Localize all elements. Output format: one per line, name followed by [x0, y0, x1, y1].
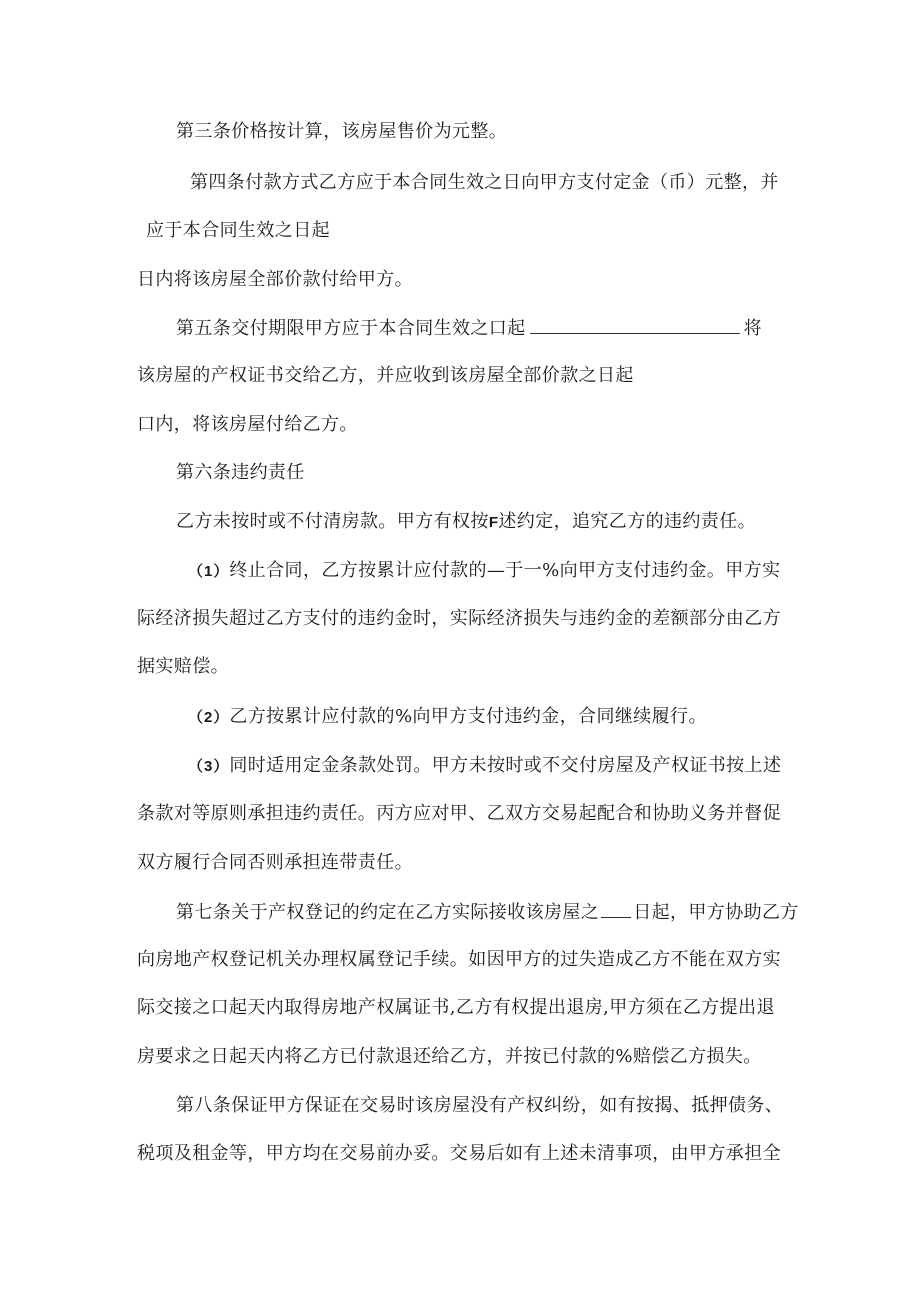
- text-run: 际交接之口起天内取得房地产权属证书,乙方有权提出退房,甲方须在乙方提出退: [137, 997, 775, 1018]
- article-7-line-2: [137, 948, 781, 972]
- article-4-line-2: [146, 219, 330, 243]
- article-8-line-1: [176, 1094, 783, 1118]
- article-4-line-1: [190, 171, 779, 195]
- text-run: 际经济损失超过乙方支付的违约金时，实际经济损失与违约金的差额部分由乙方: [137, 608, 781, 629]
- article-7-line-3: [137, 996, 775, 1020]
- text-run: 口内，将该房屋付给乙方。: [137, 414, 358, 435]
- text-run: 日起，甲方协助乙方: [633, 902, 799, 923]
- text-run: 第七条关于产权登记的约定在乙方实际接收该房屋之: [176, 902, 600, 923]
- text-run: 述约定，追究乙方的违约责任。: [498, 511, 756, 532]
- clause-1-line-3: [137, 655, 229, 679]
- article-6-heading: [176, 461, 305, 485]
- article-4-line-3: [137, 268, 413, 292]
- clause-2-line: [188, 705, 707, 730]
- clause-number: （1）: [188, 563, 230, 580]
- text-run: 同时适用定金条款处罚。甲方未按时或不交付房屋及产权证书按上述: [229, 755, 782, 776]
- article-6-line-1: [176, 510, 756, 535]
- fill-in-blank: [530, 316, 740, 334]
- text-run: 房要求之日起天内将乙方已付款退还给乙方，并按已付款的%赔偿乙方损失。: [137, 1046, 762, 1067]
- text-run: 双方履行合同否则承担连带责任。: [137, 852, 413, 873]
- text-run: 税项及租金等，甲方均在交易前办妥。交易后如有上述未清事项，由甲方承担全: [137, 1143, 781, 1164]
- clause-3-line-2: [137, 802, 781, 826]
- article-8-line-2: [137, 1142, 781, 1166]
- text-run: 条款对等原则承担违约责任。丙方应对甲、乙双方交易起配合和协助义务并督促: [137, 803, 781, 824]
- text-run: 乙方按累计应付款的%向甲方支付违约金，合同继续履行。: [229, 706, 707, 727]
- text-run: 日内将该房屋全部价款付给甲方。: [137, 269, 413, 290]
- text-run: 该房屋的产权证书交给乙方，并应收到该房屋全部价款之日起: [137, 365, 634, 386]
- fill-in-blank: [601, 900, 631, 918]
- text-run: 终止合同，乙方按累计应付款的—于一%向甲方支付违约金。甲方实: [229, 560, 781, 581]
- clause-number: （3）: [188, 758, 230, 775]
- article-7-line-1: [176, 900, 799, 925]
- text-run: 据实赔偿。: [137, 656, 229, 677]
- text-run: 乙方未按时或不付清房款。甲方有权按: [176, 511, 489, 532]
- text-run: 第六条违约责任: [176, 462, 305, 483]
- text-run: 向房地产权登记机关办理权属登记手续。如因甲方的过失造成乙方不能在双方实: [137, 949, 781, 970]
- clause-1-line-2: [137, 607, 781, 631]
- clause-number: （2）: [188, 709, 230, 726]
- text-run: F: [488, 514, 499, 531]
- text-run: 第三条价格按计算，该房屋售价为元整。: [176, 121, 508, 142]
- article-5-line-3: [137, 413, 358, 437]
- clause-3-line-1: [188, 754, 781, 779]
- text-run: 将: [743, 318, 763, 339]
- clause-1-line-1: [188, 559, 780, 584]
- article-5-line-2: [137, 364, 634, 388]
- text-run: 第八条保证甲方保证在交易时该房屋没有产权纠纷，如有按揭、抵押债务、: [176, 1095, 784, 1116]
- text-run: 第四条付款方式乙方应于本合同生效之日向甲方支付定金（币）元整，并: [190, 172, 779, 193]
- article-3-line: [176, 120, 507, 144]
- text-run: 第五条交付期限甲方应于本合同生效之口起: [176, 318, 526, 339]
- text-run: 应于本合同生效之日起: [146, 220, 330, 241]
- article-7-line-4: [137, 1045, 762, 1069]
- article-5-line-1: [176, 316, 762, 341]
- clause-3-line-3: [137, 851, 413, 875]
